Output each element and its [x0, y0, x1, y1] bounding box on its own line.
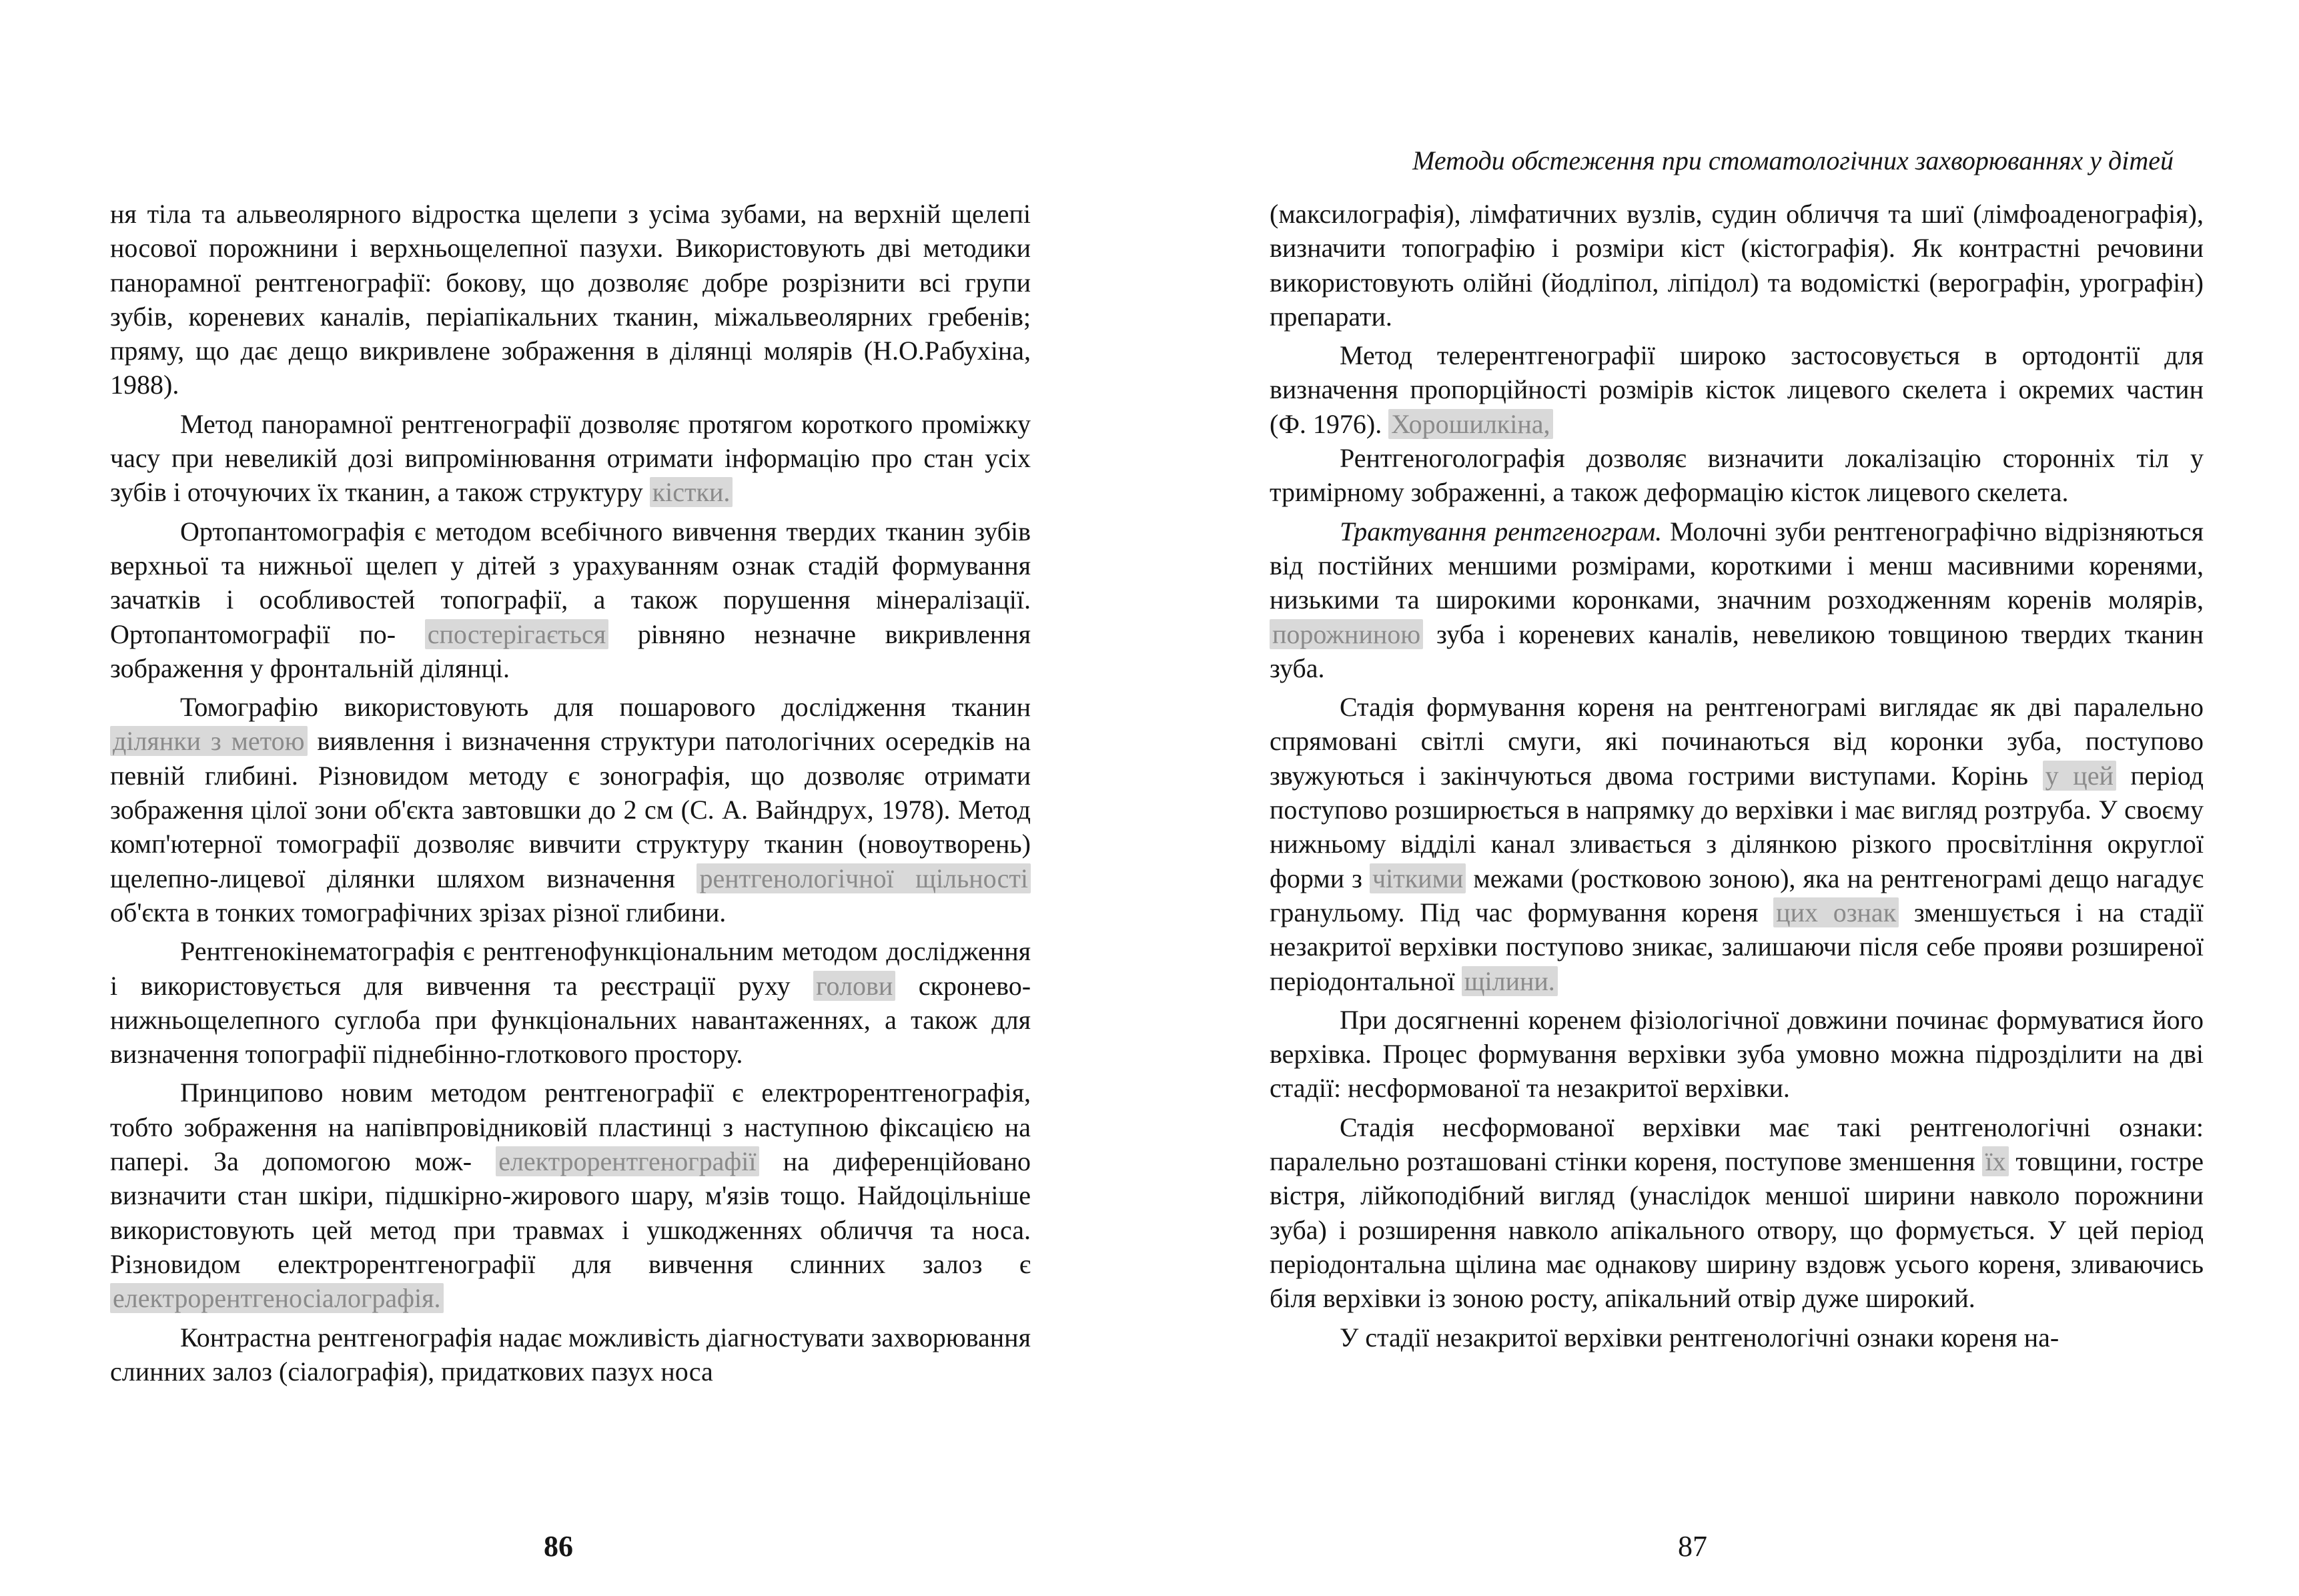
text: період поступово розширюється в напрямку до верхівки і має вигляд розтруба. У своєму нижньому відділі канал зливається з ділянкою різкого просвітління округлої форми з: [1270, 760, 2204, 893]
left-text-column: [110, 197, 1031, 1388]
text: Томографію використовують для пошарового дослідження тканин: [180, 692, 1031, 723]
right-text-column: [1270, 197, 2204, 1354]
text: Стадія несформованої верхівки має такі рентгенологічні ознаки: паралельно розташовані стінки кореня, поступове зменшення: [1270, 1112, 2204, 1177]
text: товщини, гостре вістря, лійкоподібний вигляд (унаслідок меншої ширини навколо порожнини зуба) і розширення навколо апікального отвору, що формується. У цей період періодонтальна щілина має однакову ширину вздовж усього кореня, зливаючись біля верхівки із зоною росту, апікальний отвір дуже широкий.: [1270, 1146, 2204, 1314]
text: ня тіла та альвеолярного відростка щелепи з усіма зубами, на верхній щелепі носової порожнини і верхньощелепної пазухи. Використовують дві методики панорамної рентгенографії: бокову, що дозволяє добре розрізнити всі групи зубів, кореневих каналів, періапікальних тканин, міжальвеолярних гребенів; пряму, що дає дещо викривлене зображення в ділянці молярів (Н.О.Рабухіна, 1988).: [110, 199, 1031, 400]
text: Метод панорамної рентгенографії дозволяє протягом короткого проміжку часу при невеликій дозі випромінювання отримати інформацію про стан усіх зубів і оточуючих їх тканин, а також структуру: [110, 408, 1031, 508]
paragraph: [110, 514, 1031, 685]
paragraph: [110, 1320, 1031, 1389]
page-number: 86: [544, 1530, 573, 1563]
highlighted-word: кістки.: [650, 477, 733, 507]
highlighted-word: Хорошилкіна,: [1388, 409, 1552, 439]
highlighted-word: ділянки з метою: [110, 726, 308, 756]
highlighted-word: спостерігається: [425, 619, 608, 649]
paragraph: [110, 690, 1031, 929]
highlighted-word: рентгенологічної щільності: [697, 863, 1031, 893]
text: Ортопантомографія є методом всебічного вивчення твердих тканин зубів верхньої та нижньої щелеп у дітей з урахуванням ознак стадій формування зачатків і особливостей топографії, а також порушення мінералізації. Ортопантомографії по-: [110, 516, 1031, 649]
italic-heading: Трактування рентгенограм.: [1340, 516, 1663, 546]
text: Рентгеноголографія дозволяє визначити локалізацію сторонніх тіл у тримірному зображенні, а також деформацію кісток лицевого скелета.: [1270, 443, 2204, 508]
text: Метод телерентгенографії широко застосовується в ортодонтії для визначення пропорційності розмірів кісток лицевого скелета і окремих частин (Ф. 1976).: [1270, 340, 2204, 439]
paragraph: [110, 407, 1031, 510]
text: зменшується і на стадії незакритої верхівки поступово зникає, залишаючи після себе прояви розширеної періодонтальної: [1270, 897, 2204, 996]
text: Стадія формування кореня на рентгенограмі виглядає як дві паралельно спрямовані світлі смуги, які починаються від коронки зуба, поступово звужуються і закінчуються двома гострими виступами. Корінь: [1270, 692, 2204, 791]
text: Рентгенокінематографія є рентгенофункціональним методом дослідження і використовується для вивчення та реєстрації руху: [110, 936, 1031, 1001]
paragraph: [1270, 338, 2204, 441]
highlighted-word: у цей: [2043, 761, 2116, 791]
text: скронево-нижньощелепного суглоба при функціональних навантаженнях, а також для визначення топографії піднебінно-глоткового простору.: [110, 970, 1031, 1070]
paragraph: [1270, 197, 2204, 334]
text: межами (ростковою зоною), яка на рентгенограмі дещо нагадує гранульому. Під час формування кореня: [1270, 863, 2204, 927]
text: При досягненні коренем фізіологічної довжини починає формуватися його верхівка. Процес формування верхівки зуба умовно можна підрозділити на дві стадії: несформованої та незакритої верхівки.: [1270, 1004, 2204, 1104]
page-number: 87: [1678, 1530, 1707, 1563]
text: зуба і кореневих каналів, невеликою товщиною твердих тканин зуба.: [1270, 619, 2204, 683]
highlighted-word: електрорентгеносіалографія.: [110, 1283, 444, 1313]
text: об'єкта в тонких томографічних зрізах різної глибини.: [110, 897, 727, 927]
highlighted-word: порожниною: [1270, 619, 1423, 649]
text: Контрастна рентгенографія надає можливість діагностувати захворювання слинних залоз (сіалографія), придаткових пазух носа: [110, 1322, 1031, 1386]
paragraph: [110, 197, 1031, 402]
text: рівняно незначне викривлення зображення у фронтальній ділянці.: [110, 619, 1031, 683]
paragraph: [1270, 441, 2204, 510]
paragraph: [1270, 514, 2204, 685]
text: Принципово новим методом рентгенографії є електрорентгенографія, тобто зображення на напівпровідниковій пластинці з наступною фіксацією на папері. За допомогою мож-: [110, 1078, 1031, 1177]
highlighted-word: цих ознак: [1773, 897, 1899, 927]
text: У стадії незакритої верхівки рентгенологічні ознаки кореня на-: [1340, 1322, 2059, 1352]
paragraph: [1270, 1003, 2204, 1106]
running-header: Методи обстеження при стоматологічних захворюваннях у дітей: [1412, 145, 2174, 175]
text: (максилографія), лімфатичних вузлів, судин обличчя та шиї (лімфоаденографія), визначити топографію і розміри кіст (кістографія). Як контрастні речовини використовують олійні (йодліпол, ліпідол) та водомісткі (верографін, урографін) препарати.: [1270, 199, 2204, 332]
highlighted-word: їх: [1982, 1146, 2008, 1176]
paragraph: [1270, 690, 2204, 998]
paragraph: [110, 934, 1031, 1071]
paragraph: [1270, 1320, 2204, 1354]
paragraph: [1270, 1110, 2204, 1316]
paragraph: [110, 1076, 1031, 1315]
text: виявлення і визначення структури патологічних осередків на певній глибині. Різновидом методу є зонографія, що дозволяє отримати зображення цілої зони об'єкта завтовшки до 2 см (С. А. Вайндрух, 1978). Метод комп'ютерної томографії дозволяє вивчити структуру тканин (новоутворень) щелепно-лицевої ділянки шляхом визначення: [110, 726, 1031, 893]
right-page: [1150, 0, 2299, 1596]
highlighted-word: щілини.: [1462, 966, 1558, 996]
text: Молочні зуби рентгенографічно відрізняються від постійних меншими розмірами, короткими і менш масивними коренями, низькими та широкими коронками, значним розходженням коренів молярів,: [1270, 516, 2204, 615]
text: на диференційовано визначити стан шкіри, підшкірно-жирового шару, м'язів тощо. Найдоцільніше використовують цей метод при травмах і ушкодженнях обличчя та носа. Різновидом електрорентгенографії для вивчення слинних залоз є: [110, 1146, 1031, 1279]
highlighted-word: чіткими: [1370, 863, 1466, 893]
highlighted-word: електрорентгенографії: [496, 1146, 759, 1176]
highlighted-word: голови: [813, 971, 895, 1001]
